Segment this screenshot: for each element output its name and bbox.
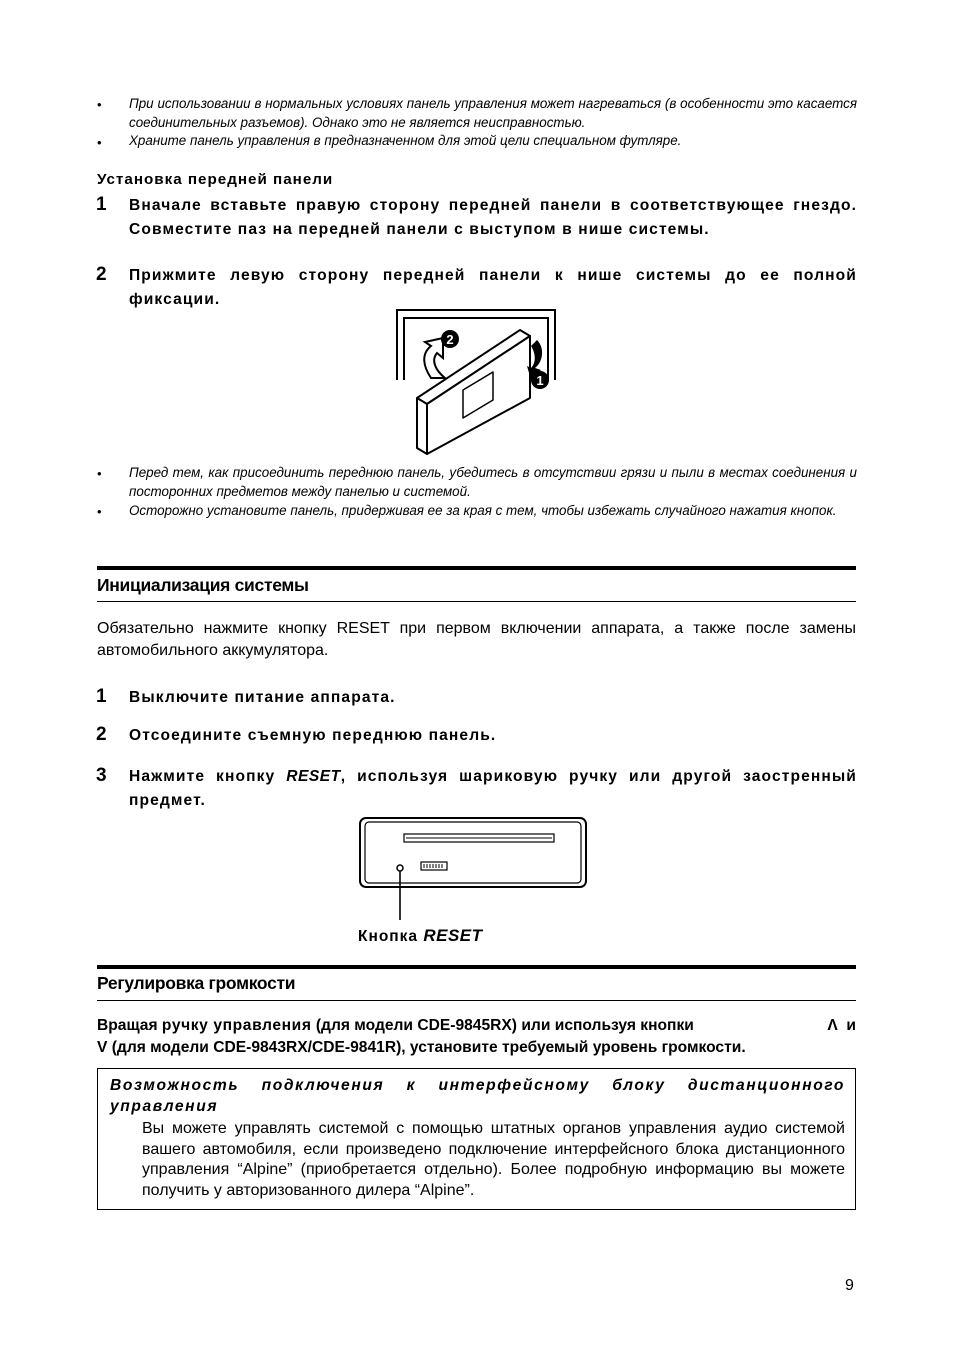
init-step-1-number: 1 [96,686,107,707]
volume-section-bar [97,965,856,969]
install-step-1-number: 1 [96,194,107,215]
install-note-1: Перед тем, как присоединить переднюю панель, убедитесь в отсутствии грязи и пыли в местах соединения и посторонних предметов между панелью и системой. [129,465,857,499]
init-intro: Обязательно нажмите кнопку RESET при первом включении аппарата, а также после замены автомобильного аккумулятора. [97,620,856,659]
volume-line-1-after: (для модели CDE-9845RX) или используя кнопки [311,1017,694,1034]
install-step-2-number: 2 [96,264,107,285]
care-note-2: Храните панель управления в предназначенном для этой цели специальном футляре. [129,133,682,148]
volume-line-1-before: Вращая [97,1017,162,1034]
reset-figure [358,816,590,922]
callout-2 [441,330,459,348]
install-note-2: Осторожно установите панель, придерживая ее за края с тем, чтобы избежать случайного нажатия кнопок. [129,503,837,518]
init-section-title: Инициализация системы [97,575,309,595]
install-step-2-text: Прижмите левую сторону передней панели к нише системы до ее полной фиксации. [129,267,857,308]
and-word: и [846,1017,856,1034]
install-step-1-text: Вначале вставьте правую сторону передней панели в соответствующее гнездо. Совместите паз на передней панели с выступом в нише системы. [129,197,857,238]
reset-caption [358,926,483,946]
control-knob-emphasis: ручку управления [161,1017,312,1034]
init-step-3-number: 3 [96,765,107,786]
init-section-bar [97,566,856,570]
callout-2-label: 2 [446,332,454,347]
remote-interface-info-box [97,1068,856,1210]
bullet-4: • [97,504,102,519]
init-step-3-text [129,765,857,813]
callout-1-label: 1 [536,373,544,388]
reset-hole-icon [397,865,403,920]
callout-1 [531,371,549,389]
page-number: 9 [845,1277,854,1294]
volume-keys [827,1015,856,1037]
panel-install-figure [395,308,560,458]
info-box-title: Возможность подключения к интерфейсному блоку дистанционного управления [110,1077,845,1115]
init-step-3-after: , используя шариковую ручку или другой заостренный предмет. [129,768,857,809]
head-unit-icon [360,818,586,887]
reset-caption-emphasis: RESET [423,926,483,945]
reset-emphasis: RESET [286,768,341,785]
care-note-1: При использовании в нормальных условиях панель управления может нагреваться (в особенности это касается соединительных разъемов). Однако это не является неисправностью. [129,96,857,130]
volume-line-2: V (для модели CDE-9843RX/CDE-9841R), установите требуемый уровень громкости. [97,1039,746,1056]
volume-section-title: Регулировка громкости [97,973,296,993]
volume-section-underline [97,1000,856,1001]
init-section-underline [97,601,856,602]
volume-line-1 [97,1015,856,1037]
up-key-label: Λ [827,1017,838,1034]
bullet-2: • [97,135,102,150]
init-step-1-text: Выключите питание аппарата. [129,689,396,706]
info-box-body: Вы можете управлять системой с помощью штатных органов управления аудио системой вашего автомобиля, если произведено подключение интерфейсного блока дистанционного управления “Alpine” (приобретается отдельно). Более подробную информацию вы можете получить у авторизованного дилера “Alpine”. [142,1120,845,1199]
volume-line-1-main [97,1015,694,1037]
init-step-2-text: Отсоедините съемную переднюю панель. [129,727,497,744]
connector-icon [421,862,447,870]
init-step-3-before: Нажмите кнопку [129,768,287,785]
bullet-1: • [97,97,102,112]
install-heading: Установка передней панели [97,171,334,188]
bullet-3: • [97,466,102,481]
init-step-2-number: 2 [96,724,107,745]
reset-caption-prefix: Кнопка [358,928,419,945]
